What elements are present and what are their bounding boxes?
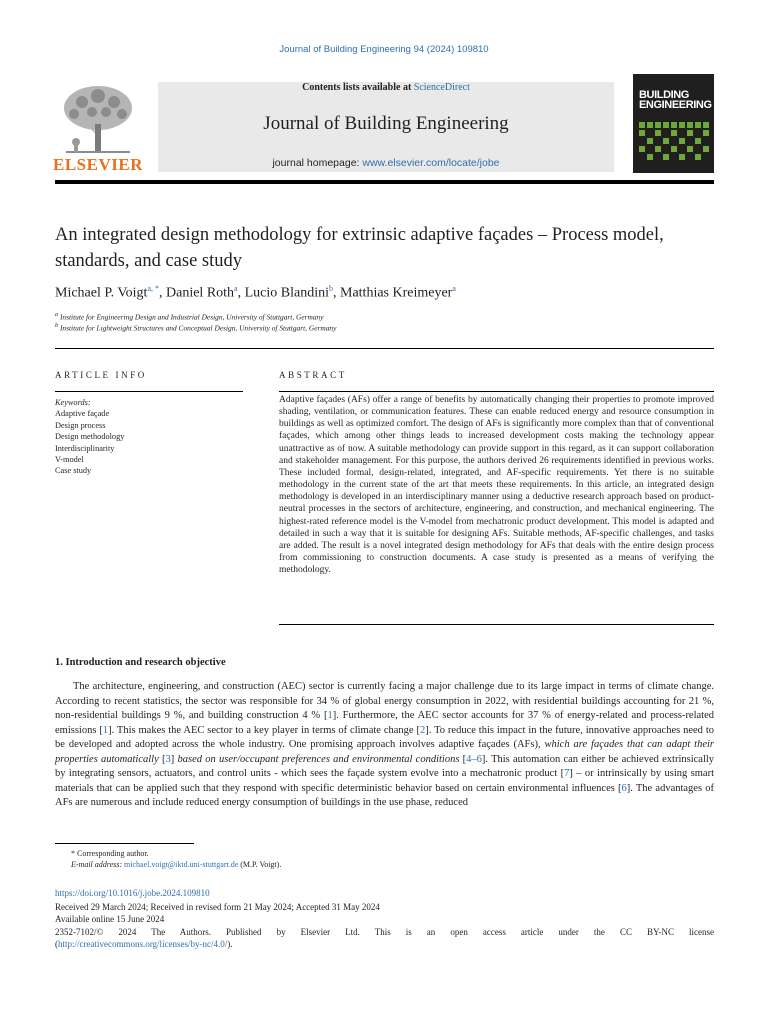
author-name[interactable]: Lucio Blandini (244, 285, 329, 301)
contents-line (158, 82, 614, 93)
keywords-block (55, 397, 245, 477)
author-separator: , (237, 285, 245, 301)
doi-link[interactable]: https://doi.org/10.1016/j.jobe.2024.109810 (55, 888, 210, 898)
citation-link[interactable]: 1 (102, 724, 109, 736)
affiliation-text: Institute for Lightweight Structures and Conceptual Design, University of Stuttgart, Germany (59, 323, 337, 333)
author-affil-mark[interactable]: a (452, 284, 456, 293)
author-affil-mark[interactable]: b (329, 284, 333, 293)
corresponding-author-note (55, 849, 730, 858)
elsevier-wordmark: ELSEVIER (53, 155, 143, 174)
license-line: (http://creativecommons.org/licenses/by-nc/4.0/). (55, 939, 233, 949)
keyword: Design process (55, 420, 106, 430)
keyword: Interdisciplinarity (55, 443, 115, 453)
intro-text: ] – or intrinsically by using smart materials that can be applied such that they respond with specific deterministic behavior based on certain environmental influences [ (55, 768, 714, 794)
author-list (55, 284, 705, 302)
citation-link[interactable]: 2 (419, 724, 426, 736)
intro-italic-text: which are façades that can adapt their properties automatically (55, 739, 714, 765)
abstract-heading: ABSTRACT (279, 370, 347, 380)
contents-prefix: Contents lists available at (302, 82, 414, 93)
journal-homepage-line (158, 157, 614, 169)
citation-link[interactable]: 7 (564, 768, 570, 779)
abstract-end-rule (279, 624, 714, 625)
intro-text: ]. This makes the AEC sector to a key player in terms of climate change [ (108, 724, 420, 736)
intro-text: ]. This automation can either be achieved extrinsically by integrating sensors, actuators, and control units - which sees the façade system evolve into a mechatronic product [ (55, 753, 715, 779)
journal-cover-image[interactable] (633, 74, 714, 173)
journal-title: Journal of Building Engineering (263, 113, 509, 134)
license-link[interactable]: http://creativecommons.org/licenses/by-nc/4.0/ (58, 939, 228, 949)
keywords-label: Keywords: (55, 398, 91, 407)
sciencedirect-link[interactable]: ScienceDirect (413, 82, 470, 93)
abstract-body: Adaptive façades (AFs) offer a range of benefits by automatically changing their properties to promote improved shading, ventilation, or communication features. These can enable reduced energy and resource consumption in buildings as well as optimized comfort. The design of AFs is significantly more complex than that of conventional façades, which among other things leads to increased development costs making the technology appear unattractive as of now. A suitable methodology can provide support in this regard, as it can support collaboration and stakeholder management. For this purpose, the authors derived 26 requirements identified in previous works. These included formal, design-related, integrated, and AF-specific requirements. Yet there is no suitable methodology in the current state of the art that meets these requirements. In this article, an integrated design methodology is developed in an interdisciplinary manner using a deductive research approach based on product-neutral processes in the sectors of architecture, engineering, and construction, and mechanical engineering. The highest-rated reference model is the V-model from mechatronic product development. This model is adapted and detailed in such a way that it is suitable for designing AFs. Suitable methods, AF-specific challenges, and tasks are added. The result is a novel integrated design methodology for AFs that deals with the entire design process from commissioning to construction documents. A case study is presented as a means of verifying the methodology. (279, 395, 714, 576)
article-info-rule (55, 391, 243, 392)
journal-reference-link[interactable]: Journal of Building Engineering 94 (2024) 109810 (279, 44, 489, 55)
intro-text: The architecture, engineering, and construction (AEC) sector is currently facing a major challenge due to its large impact in terms of climate change. According to recent statistics, the sector was responsible for 34 % of global energy consumption in 2022, with residential buildings accounting for 21 %, non-residential buildings 9 %, and building construction 4 % [ (55, 681, 714, 721)
citation-link[interactable]: 6 (621, 782, 627, 794)
citation-link[interactable]: 4–6 (466, 753, 482, 765)
keyword: Design methodology (55, 432, 125, 442)
homepage-link[interactable]: www.elsevier.com/locate/jobe (362, 157, 500, 169)
corresponding-text: Corresponding author. (77, 849, 149, 858)
author-name[interactable]: Daniel Roth (166, 285, 235, 301)
homepage-prefix: journal homepage: (272, 157, 363, 169)
abstract-rule (279, 391, 714, 392)
affiliation-mark: a (55, 312, 59, 318)
author-name[interactable]: Matthias Kreimeyer (340, 285, 453, 301)
email-suffix: (M.P. Voigt). (238, 860, 282, 869)
header-rule (55, 180, 714, 184)
author-separator: , (159, 285, 166, 301)
affiliation-text: Institute for Engineering Design and Industrial Design, University of Stuttgart, Germany (59, 312, 324, 322)
intro-text: [ (459, 753, 467, 765)
received-dates: Received 29 March 2024; Received in revised form 21 May 2024; Accepted 31 May 2024 (55, 902, 380, 912)
intro-text: ] (170, 753, 178, 765)
email-note (55, 860, 730, 869)
citation-link[interactable]: 1 (327, 710, 333, 721)
article-info-heading: ARTICLE INFO (55, 370, 147, 380)
keyword: V-model (55, 455, 84, 465)
citation-link[interactable]: 3 (165, 753, 171, 765)
author-affil-mark[interactable]: a (234, 284, 238, 293)
keyword: Case study (55, 466, 92, 476)
introduction-paragraph (55, 680, 714, 811)
email-link[interactable]: michael.voigt@iktd.uni-stuttgart.de (124, 860, 239, 869)
intro-italic-text: based on user/occupant preferences and environmental conditions (177, 753, 460, 765)
intro-text: ]. To reduce this impact in the future, innovative approaches need to be developed and adopted across the whole industry. One promising approach involves adaptive façades (AFs), (55, 724, 714, 750)
paper-title: An integrated design methodology for extrinsic adaptive façades – Process model, standards, and case study (55, 225, 664, 271)
section-divider (55, 348, 714, 349)
author-affil-mark[interactable]: a, * (147, 284, 159, 293)
available-online: Available online 15 June 2024 (55, 914, 165, 924)
email-label: E-mail address: (71, 860, 123, 869)
intro-text: ]. The advantages of AFs are numerous and include reduced energy consumption of buildings in the use phase, reduced (55, 782, 714, 808)
section-heading-introduction: 1. Introduction and research objective (55, 657, 226, 668)
affiliation (55, 312, 705, 321)
keyword: Adaptive façade (55, 409, 110, 419)
asterisk-mark: * (71, 849, 75, 858)
affiliation (55, 323, 705, 332)
affiliation-mark: b (55, 323, 59, 329)
license-text: 2352-7102/© 2024 The Authors. Published by Elsevier Ltd. This is an open access article under the CC BY-NC license (55, 927, 714, 937)
intro-text: ]. Furthermore, the AEC sector accounts for 37 % of energy-related and process-related emissions [ (55, 710, 715, 736)
author-separator: , (333, 285, 340, 301)
intro-text: [ (158, 753, 166, 765)
author-name[interactable]: Michael P. Voigt (55, 285, 148, 301)
footnote-rule (55, 843, 194, 844)
cover-title: BUILDING ENGINEERING (639, 89, 712, 111)
